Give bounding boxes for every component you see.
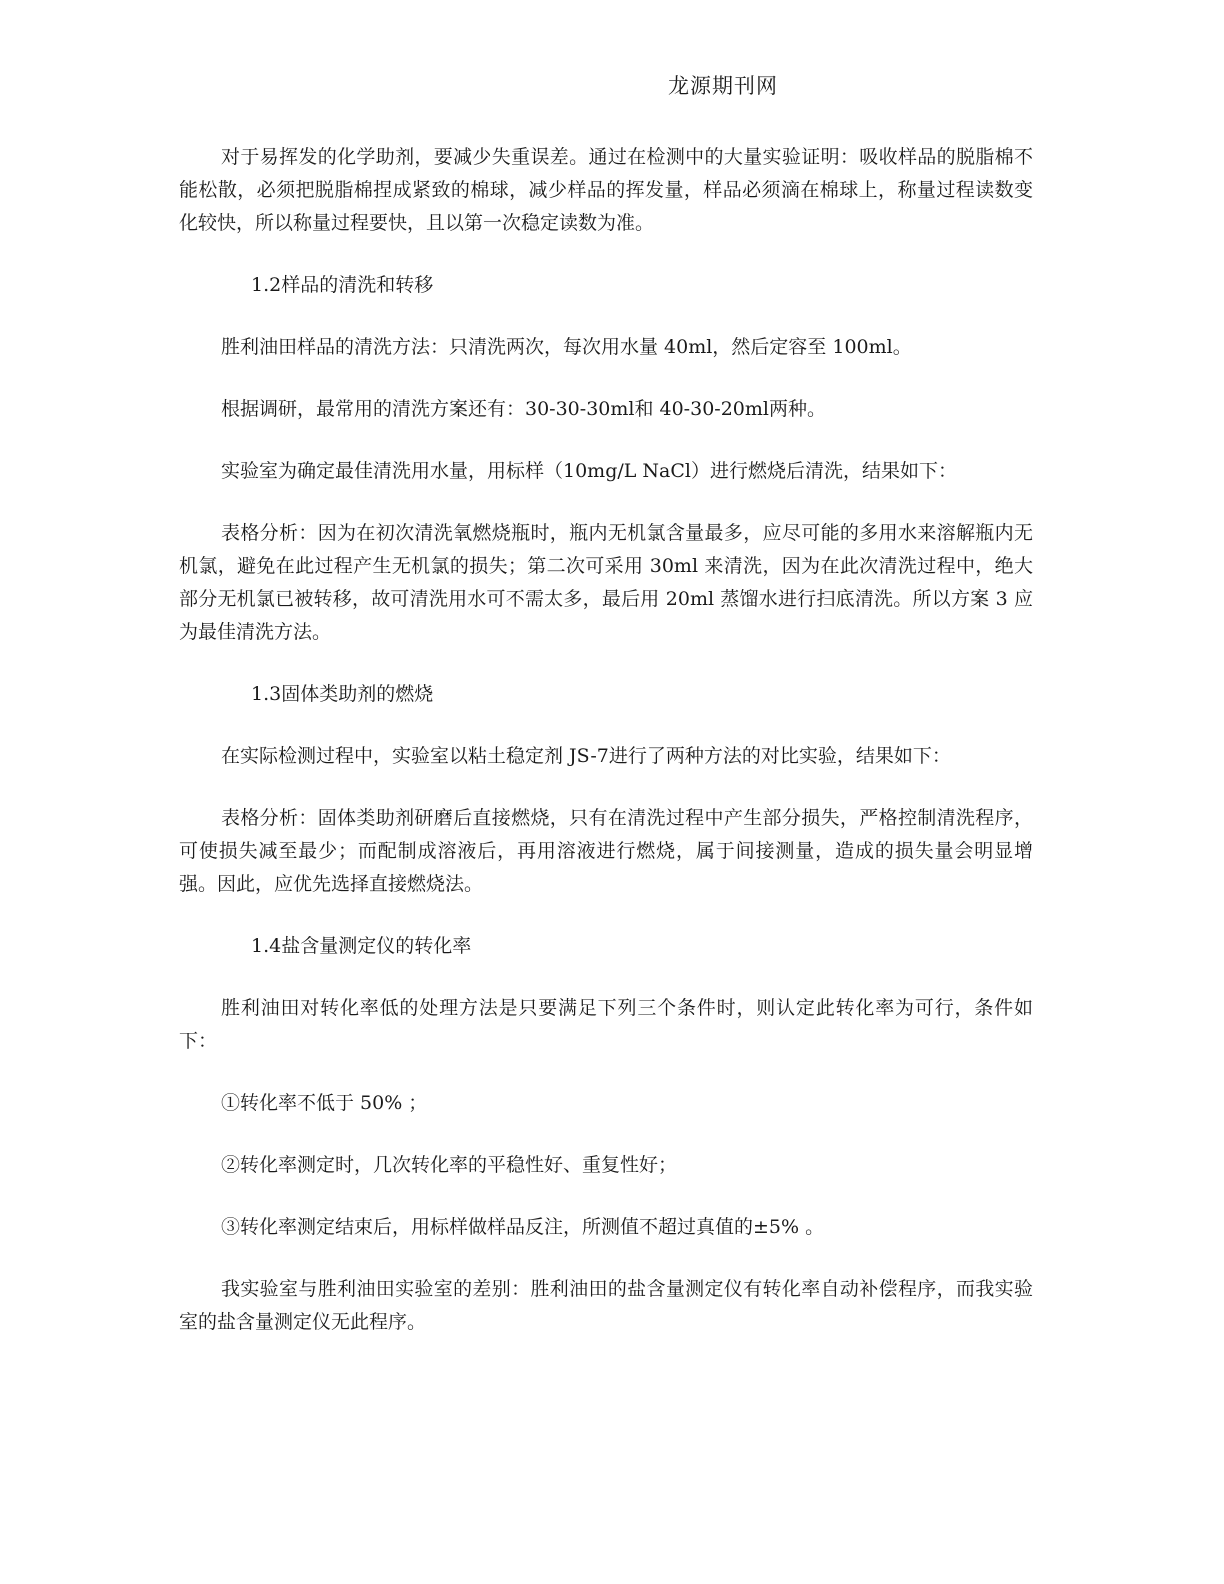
list-item: ②转化率测定时，几次转化率的平稳性好、重复性好； <box>221 1154 678 1176</box>
section-heading: 1.4盐含量测定仪的转化率 <box>251 935 472 957</box>
paragraph: 根据调研，最常用的清洗方案还有：30-30-30ml和 40-30-20ml两种。 <box>221 398 826 420</box>
paragraph: 我实验室与胜利油田实验室的差别：胜利油田的盐含量测定仪有转化率自动补偿程序，而我实验室的盐含量测定仪无此程序。 <box>179 1278 1033 1333</box>
paragraph: 胜利油田对转化率低的处理方法是只要满足下列三个条件时，则认定此转化率为可行，条件如下： <box>179 997 1033 1052</box>
list-item: ①转化率不低于 50% ； <box>221 1092 428 1114</box>
paragraph: 表格分析：因为在初次清洗氧燃烧瓶时，瓶内无机氯含量最多，应尽可能的多用水来溶解瓶内无机氯，避免在此过程产生无机氯的损失；第二次可采用 30ml 来清洗，因为在此次清洗过程中，绝大部分无机氯已被转移，故可清洗用水可不需太多，最后用 20ml 蒸馏水进行扫底清洗。所以方案 3 应为最佳清洗方法。 <box>179 522 1033 643</box>
paragraph: 胜利油田样品的清洗方法：只清洗两次，每次用水量 40ml，然后定容至 100ml。 <box>221 336 912 358</box>
list-item: ③转化率测定结束后，用标样做样品反注，所测值不超过真值的±5% 。 <box>221 1216 825 1238</box>
site-header: 龙源期刊网 <box>668 74 778 98</box>
paragraph: 实验室为确定最佳清洗用水量，用标样（10mg/L NaCl）进行燃烧后清洗，结果如下： <box>221 460 957 482</box>
paragraph: 在实际检测过程中，实验室以粘土稳定剂 JS-7进行了两种方法的对比实验，结果如下： <box>221 745 951 767</box>
paragraph: 表格分析：固体类助剂研磨后直接燃烧，只有在清洗过程中产生部分损失，严格控制清洗程序，可使损失减至最少；而配制成溶液后，再用溶液进行燃烧，属于间接测量，造成的损失量会明显增强。因此，应优先选择直接燃烧法。 <box>179 807 1033 895</box>
section-heading: 1.2样品的清洗和转移 <box>251 274 434 296</box>
section-heading: 1.3固体类助剂的燃烧 <box>251 683 434 705</box>
paragraph: 对于易挥发的化学助剂，要减少失重误差。通过在检测中的大量实验证明：吸收样品的脱脂棉不能松散，必须把脱脂棉捏成紧致的棉球，减少样品的挥发量，样品必须滴在棉球上，称量过程读数变化较快，所以称量过程要快，且以第一次稳定读数为准。 <box>179 146 1033 234</box>
document-body <box>179 141 1033 1339</box>
